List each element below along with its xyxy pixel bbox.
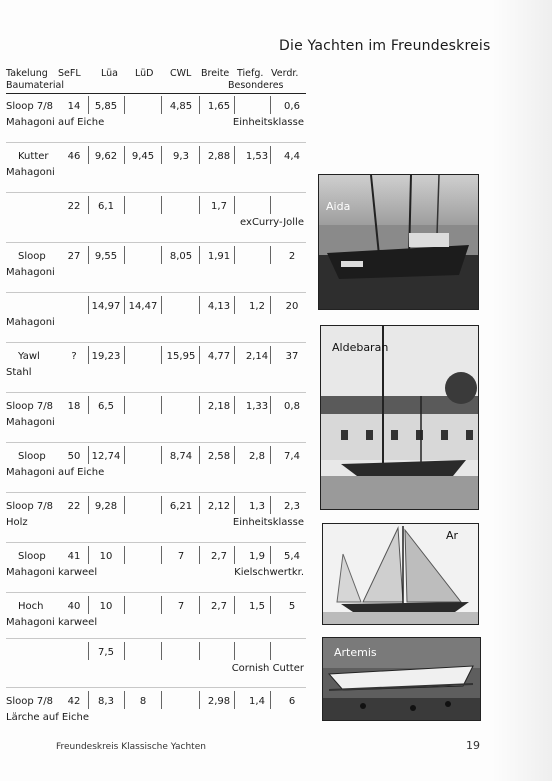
cell-lud: 8 [139, 696, 147, 707]
column-separator [161, 96, 162, 114]
row-separator [6, 192, 306, 193]
row-separator [6, 687, 306, 688]
cell-takelung: Sloop 7/8 [6, 401, 53, 412]
column-separator [161, 196, 162, 214]
cell-lua: 6,5 [98, 401, 114, 412]
cell-lua: 9,55 [94, 251, 118, 262]
column-separator [124, 246, 125, 264]
header-besonderes: Besonderes [228, 80, 284, 91]
cell-breite: 4,13 [207, 301, 231, 312]
cell-takelung: Sloop 7/8 [6, 501, 53, 512]
column-separator [234, 642, 235, 660]
column-separator [88, 596, 89, 614]
column-separator [234, 146, 235, 164]
column-separator [124, 496, 125, 514]
header-verdr: Verdr. [271, 68, 299, 79]
cell-breite: 4,77 [207, 351, 231, 362]
column-separator [270, 146, 271, 164]
row-separator [6, 638, 306, 639]
column-separator [124, 146, 125, 164]
cell-tiefg: 1,3 [249, 501, 265, 512]
cell-verdr: 0,8 [284, 401, 300, 412]
cell-baumaterial: Mahagoni karweel [6, 617, 98, 628]
column-separator [234, 396, 235, 414]
cell-baumaterial: Mahagoni [6, 317, 55, 328]
header-takelung: Takelung [6, 68, 48, 79]
cell-besonderes: Einheitsklasse [232, 517, 304, 528]
column-separator [199, 296, 200, 314]
cell-takelung: Sloop [18, 551, 46, 562]
cell-baumaterial: Stahl [6, 367, 32, 378]
header-baumaterial: Baumaterial [6, 80, 65, 91]
column-separator [88, 296, 89, 314]
cell-takelung: Sloop 7/8 [6, 696, 53, 707]
column-separator [88, 96, 89, 114]
column-separator [270, 546, 271, 564]
cell-verdr: 5,4 [284, 551, 300, 562]
cell-baumaterial: Mahagoni karweel [6, 567, 98, 578]
photo-label-ar: Ar [446, 529, 459, 542]
cell-verdr: 0,6 [284, 101, 300, 112]
column-separator [88, 546, 89, 564]
cell-baumaterial: Holz [6, 517, 28, 528]
column-separator [161, 496, 162, 514]
column-separator [199, 96, 200, 114]
cell-takelung: Sloop 7/8 [6, 101, 53, 112]
header-cwl: CWL [170, 68, 192, 79]
column-separator [234, 596, 235, 614]
cell-lua: 9,62 [94, 151, 118, 162]
photo-label-artemis: Artemis [334, 646, 377, 659]
cell-lua: 19,23 [91, 351, 121, 362]
cell-sefl: 50 [67, 451, 81, 462]
row-separator [6, 142, 306, 143]
column-separator [124, 546, 125, 564]
cell-cwl: 9,3 [173, 151, 189, 162]
cell-verdr: 2,3 [284, 501, 300, 512]
column-separator [88, 196, 89, 214]
column-separator [88, 396, 89, 414]
row-separator [6, 442, 306, 443]
column-separator [199, 346, 200, 364]
header-rule [6, 93, 306, 94]
cell-tiefg: 1,33 [245, 401, 269, 412]
column-separator [161, 396, 162, 414]
cell-sefl: 46 [67, 151, 81, 162]
column-separator [161, 642, 162, 660]
column-separator [270, 296, 271, 314]
column-separator [88, 496, 89, 514]
cell-breite: 2,7 [211, 601, 227, 612]
column-separator [88, 346, 89, 364]
cell-lua: 10 [99, 601, 113, 612]
photo-label-aldebaran: Aldebaran [332, 341, 389, 354]
header-breite: Breite [201, 68, 230, 79]
cell-baumaterial: Lärche auf Eiche [6, 712, 90, 723]
page-number: 19 [466, 739, 480, 752]
column-separator [161, 596, 162, 614]
cell-sefl: 40 [67, 601, 81, 612]
cell-verdr: 37 [285, 351, 299, 362]
row-separator [6, 542, 306, 543]
row-separator [6, 342, 306, 343]
cell-cwl: 15,95 [166, 351, 196, 362]
column-separator [270, 496, 271, 514]
cell-sefl: 27 [67, 251, 81, 262]
cell-tiefg: 1,9 [249, 551, 265, 562]
cell-breite: 1,65 [207, 101, 231, 112]
column-separator [161, 546, 162, 564]
column-separator [270, 246, 271, 264]
column-separator [270, 96, 271, 114]
photo-label-aida: Aida [326, 200, 351, 213]
cell-baumaterial: Mahagoni auf Eiche [6, 467, 105, 478]
cell-verdr: 2 [288, 251, 296, 262]
column-separator [124, 96, 125, 114]
column-separator [199, 396, 200, 414]
column-separator [199, 146, 200, 164]
column-separator [88, 246, 89, 264]
cell-lua: 6,1 [98, 201, 114, 212]
column-separator [124, 596, 125, 614]
cell-lua: 10 [99, 551, 113, 562]
page-footer: Freundeskreis Klassische Yachten [56, 742, 206, 752]
cell-takelung: Hoch [18, 601, 44, 612]
column-separator [234, 446, 235, 464]
cell-tiefg: 1,2 [249, 301, 265, 312]
header-lua: Lüa [101, 68, 118, 79]
column-separator [161, 246, 162, 264]
column-separator [161, 346, 162, 364]
column-separator [270, 346, 271, 364]
cell-breite: 2,12 [207, 501, 231, 512]
column-separator [199, 496, 200, 514]
cell-cwl: 4,85 [169, 101, 193, 112]
cell-besonderes: exCurry-Jolle [240, 217, 304, 228]
cell-breite: 2,98 [207, 696, 231, 707]
row-separator [6, 392, 306, 393]
column-separator [234, 496, 235, 514]
column-separator [199, 546, 200, 564]
cell-verdr: 6 [288, 696, 296, 707]
cell-baumaterial: Mahagoni [6, 267, 55, 278]
page-edge-shadow [492, 0, 552, 781]
column-separator [161, 691, 162, 709]
cell-takelung: Sloop [18, 451, 46, 462]
cell-tiefg: 1,4 [249, 696, 265, 707]
column-separator [124, 396, 125, 414]
column-separator [88, 691, 89, 709]
column-separator [199, 596, 200, 614]
header-sefl: SeFL [58, 68, 81, 79]
column-separator [161, 446, 162, 464]
cell-sefl: 41 [67, 551, 81, 562]
cell-breite: 1,91 [207, 251, 231, 262]
cell-breite: 2,7 [211, 551, 227, 562]
cell-sefl: 14 [67, 101, 81, 112]
cell-lud: 14,47 [128, 301, 158, 312]
cell-breite: 2,88 [207, 151, 231, 162]
row-separator [6, 242, 306, 243]
cell-lud: 9,45 [131, 151, 155, 162]
row-separator [6, 292, 306, 293]
cell-sefl: 22 [67, 201, 81, 212]
column-separator [234, 346, 235, 364]
column-separator [88, 146, 89, 164]
cell-lua: 5,85 [94, 101, 118, 112]
column-separator [270, 396, 271, 414]
cell-sefl: ? [71, 351, 77, 362]
column-separator [199, 246, 200, 264]
column-separator [124, 196, 125, 214]
column-separator [88, 642, 89, 660]
column-separator [124, 446, 125, 464]
column-separator [270, 196, 271, 214]
column-separator [234, 246, 235, 264]
column-separator [124, 346, 125, 364]
header-tiefg: Tiefg. [237, 68, 264, 79]
cell-cwl: 6,21 [169, 501, 193, 512]
cell-lua: 7,5 [98, 647, 114, 658]
cell-tiefg: 2,8 [249, 451, 265, 462]
cell-sefl: 22 [67, 501, 81, 512]
cell-lua: 9,28 [94, 501, 118, 512]
cell-verdr: 5 [288, 601, 296, 612]
column-separator [161, 296, 162, 314]
cell-baumaterial: Mahagoni [6, 417, 55, 428]
cell-breite: 2,18 [207, 401, 231, 412]
cell-cwl: 7 [177, 601, 185, 612]
cell-baumaterial: Mahagoni auf Eiche [6, 117, 105, 128]
cell-takelung: Sloop [18, 251, 46, 262]
column-separator [88, 446, 89, 464]
sailboat-in-harbor-photo-icon [319, 175, 478, 309]
column-separator [199, 691, 200, 709]
cell-besonderes: Einheitsklasse [232, 117, 304, 128]
column-separator [124, 642, 125, 660]
column-separator [234, 296, 235, 314]
header-lud: LüD [135, 68, 154, 79]
column-separator [270, 596, 271, 614]
column-separator [124, 296, 125, 314]
photo-aida [318, 174, 479, 310]
cell-besonderes: Kielschwertkr. [234, 567, 304, 578]
cell-cwl: 8,05 [169, 251, 193, 262]
cell-takelung: Yawl [18, 351, 40, 362]
column-separator [234, 96, 235, 114]
cell-cwl: 8,74 [169, 451, 193, 462]
cell-takelung: Kutter [18, 151, 49, 162]
column-separator [234, 196, 235, 214]
cell-verdr: 7,4 [284, 451, 300, 462]
page-title: Die Yachten im Freundeskreis [279, 38, 491, 54]
column-separator [270, 446, 271, 464]
cell-tiefg: 1,5 [249, 601, 265, 612]
column-separator [199, 642, 200, 660]
cell-sefl: 18 [67, 401, 81, 412]
cell-lua: 8,3 [98, 696, 114, 707]
cell-sefl: 42 [67, 696, 81, 707]
cell-breite: 2,58 [207, 451, 231, 462]
column-separator [234, 691, 235, 709]
cell-verdr: 4,4 [284, 151, 300, 162]
cell-tiefg: 1,53 [245, 151, 269, 162]
column-separator [161, 146, 162, 164]
cell-besonderes: Cornish Cutter [231, 663, 304, 674]
column-separator [270, 691, 271, 709]
cell-cwl: 7 [177, 551, 185, 562]
column-separator [270, 642, 271, 660]
column-separator [199, 446, 200, 464]
column-separator [199, 196, 200, 214]
row-separator [6, 492, 306, 493]
cell-breite: 1,7 [211, 201, 227, 212]
cell-tiefg: 2,14 [245, 351, 269, 362]
cell-lua: 14,97 [91, 301, 121, 312]
column-separator [124, 691, 125, 709]
cell-lua: 12,74 [91, 451, 121, 462]
cell-baumaterial: Mahagoni [6, 167, 55, 178]
row-separator [6, 592, 306, 593]
cell-verdr: 20 [285, 301, 299, 312]
column-separator [234, 546, 235, 564]
